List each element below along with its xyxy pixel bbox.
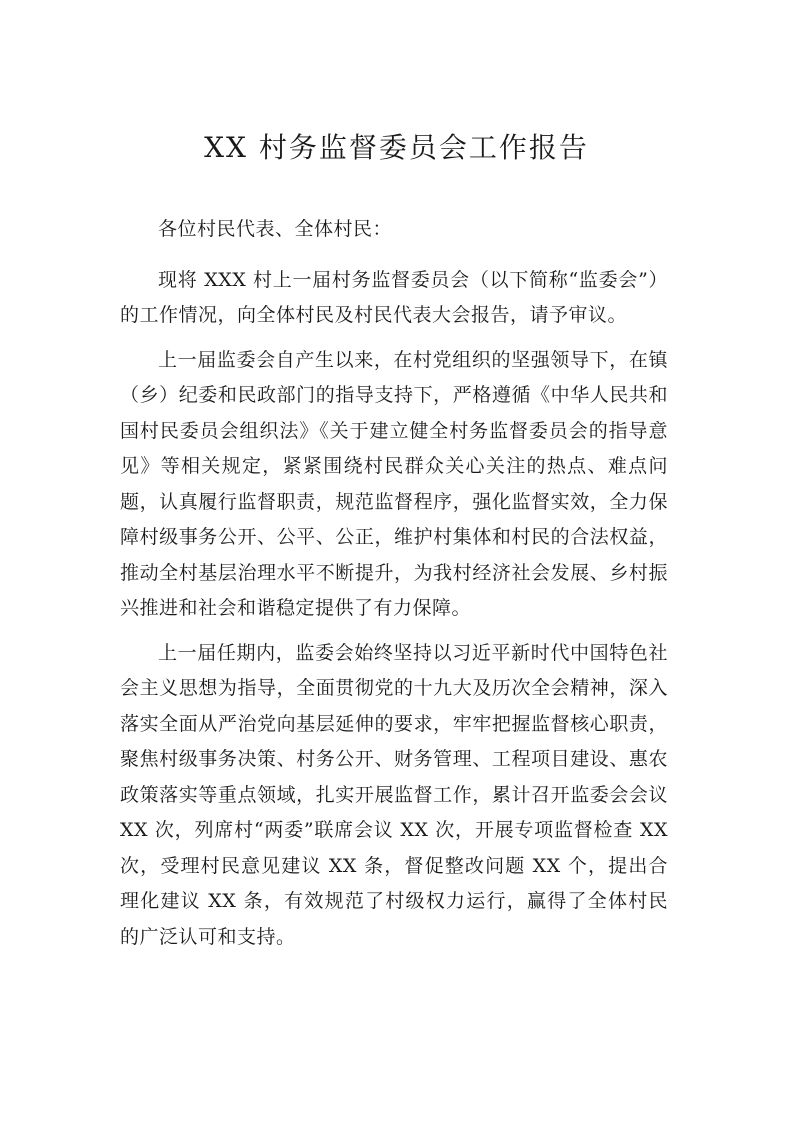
salutation: 各位村民代表、全体村民： bbox=[158, 218, 393, 240]
paragraph-intro: 现将 XXX 村上一届村务监督委员会（以下简称“监委会”）的工作情况，向全体村民及村民代表大会报告，请予审议。 bbox=[120, 268, 668, 326]
document-title: XX 村务监督委员会工作报告 bbox=[204, 131, 589, 164]
paragraph-work-summary: 上一届任期内，监委会始终坚持以习近平新时代中国特色社会主义思想为指导，全面贯彻党的十九大及历次全会精神，深入落实全面从严治党向基层延伸的要求，牢牢把握监督核心职责，聚焦村级事务决策、村务公开、财务管理、工程项目建设、惠农政策落实等重点领域，扎实开展监督工作，累计召开监委会会议 XX 次，列席村“两委”联席会议 XX 次，开展专项监督检查 XX 次，受理村民意见建议 XX 条，督促整改问题 XX 个，提出合理化建议 XX 条，有效规范了村级权力运行，赢得了全体村民的广泛认可和支持。 bbox=[120, 641, 668, 948]
document-body bbox=[120, 212, 668, 964]
paragraph-overview: 上一届监委会自产生以来，在村党组织的坚强领导下，在镇（乡）纪委和民政部门的指导支持下，严格遵循《中华人民共和国村民委员会组织法》《关于建立健全村务监督委员会的指导意见》等相关规定，紧紧围绕村民群众关心关注的热点、难点问题，认真履行监督职责，规范监督程序，强化监督实效，全力保障村级事务公开、公平、公正，维护村集体和村民的合法权益，推动全村基层治理水平不断提升，为我村经济社会发展、乡村振兴推进和社会和谐稳定提供了有力保障。 bbox=[120, 348, 668, 619]
